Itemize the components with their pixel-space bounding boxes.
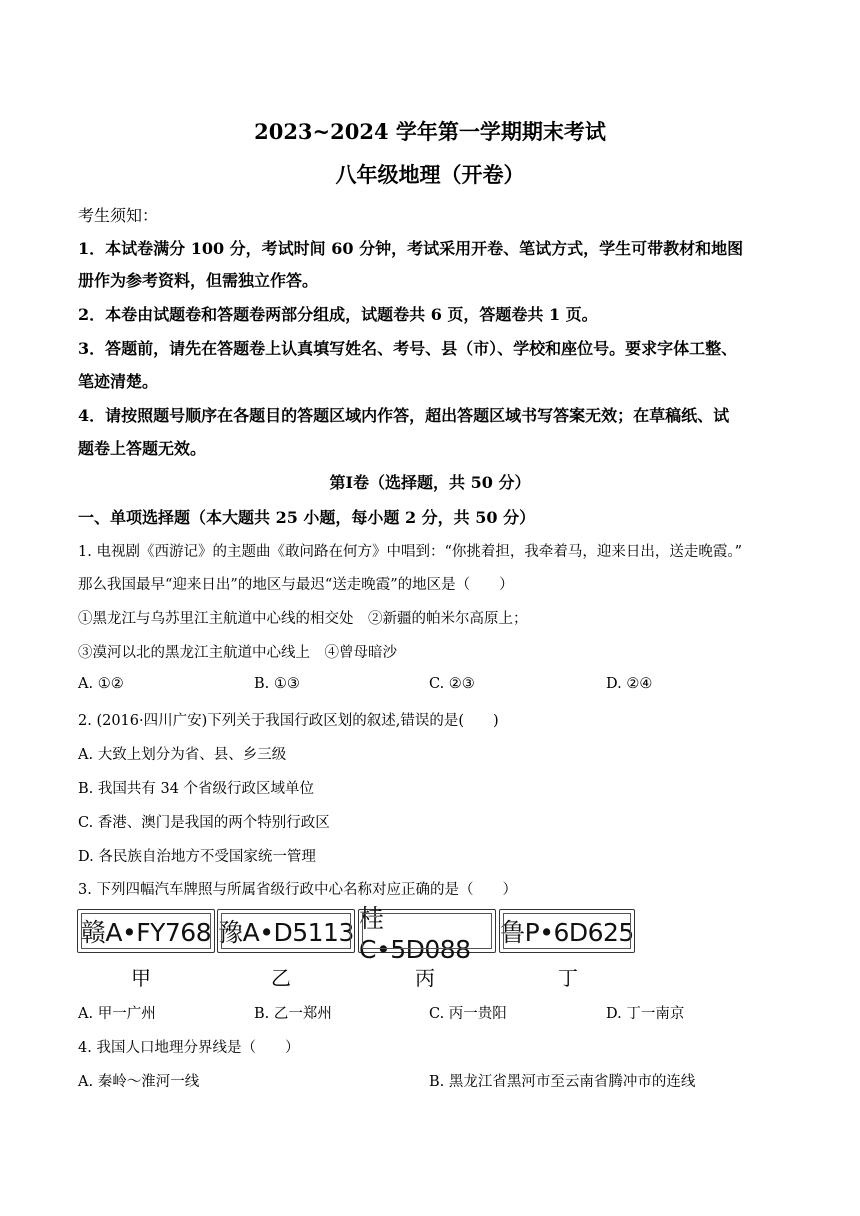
q1-option-b: B. ①③ xyxy=(254,676,300,692)
part-one-title: 第Ⅰ卷（选择题，共 50 分） xyxy=(329,473,531,492)
license-plate-ding xyxy=(499,909,635,953)
q4-option-a: A. 秦岭～淮河一线 xyxy=(78,1074,200,1090)
plate-label-yi: 乙 xyxy=(271,966,291,990)
q1-stem-line-2: 那么我国最早“迎来日出”的地区与最迟“送走晚霞”的地区是（ ） xyxy=(78,577,514,593)
notice-item-4-line-1: 4．请按照题号顺序在各题目的答题区域内作答，超出答题区域书写答案无效；在草稿纸、试 xyxy=(78,406,730,425)
notice-item-4-line-2: 题卷上答题无效。 xyxy=(78,439,207,458)
q2-option-b: B. 我国共有 34 个省级行政区域单位 xyxy=(78,781,315,797)
plate-label-jia: 甲 xyxy=(131,966,151,990)
q2-stem: 2. (2016·四川广安)下列关于我国行政区划的叙述,错误的是( ) xyxy=(78,713,499,729)
q3-option-d: D. 丁一南京 xyxy=(606,1006,685,1022)
q1-option-d: D. ②④ xyxy=(606,676,653,692)
exam-subtitle: 八年级地理（开卷） xyxy=(335,162,525,187)
section-heading: 一、单项选择题（本大题共 25 小题，每小题 2 分，共 50 分） xyxy=(78,508,536,527)
q4-stem: 4. 我国人口地理分界线是（ ） xyxy=(78,1040,300,1056)
notice-item-2: 2．本卷由试题卷和答题卷两部分组成，试题卷共 6 页，答题卷共 1 页。 xyxy=(78,305,598,324)
license-plate-jia xyxy=(77,909,215,953)
q1-stem-line-1: 1. 电视剧《西游记》的主题曲《敢问路在何方》中唱到：“你挑着担，我牵着马，迎来日出，送走晚霞。” xyxy=(78,544,743,560)
q3-stem: 3. 下列四幅汽车牌照与所属省级行政中心名称对应正确的是（ ） xyxy=(78,882,517,898)
notice-item-1-line-2: 册作为参考资料，但需独立作答。 xyxy=(78,271,319,290)
q2-option-c: C. 香港、澳门是我国的两个特别行政区 xyxy=(78,815,330,831)
q1-option-a: A. ①② xyxy=(78,676,124,692)
plate-label-ding: 丁 xyxy=(558,966,578,990)
license-plate-yi xyxy=(217,909,355,953)
q2-option-a: A. 大致上划分为省、县、乡三级 xyxy=(78,747,287,763)
notice-heading: 考生须知： xyxy=(78,206,159,225)
plate-text: 豫A•D5113 xyxy=(218,918,354,947)
q2-option-d: D. 各民族自治地方不受国家统一管理 xyxy=(78,849,316,865)
license-plate-bing xyxy=(358,903,496,964)
q3-option-a: A. 甲一广州 xyxy=(78,1006,156,1022)
plate-text: 赣A•FY768 xyxy=(80,918,212,947)
plate-label-bing: 丙 xyxy=(415,966,435,990)
exam-title: 2023~2024 学年第一学期期末考试 xyxy=(254,119,606,144)
q1-option-c: C. ②③ xyxy=(429,676,475,692)
notice-item-3-line-1: 3．答题前，请先在答题卷上认真填写姓名、考号、县（市）、学校和座位号。要求字体工整、 xyxy=(78,339,738,358)
q1-choice-line-2: ③漠河以北的黑龙江主航道中心线上 ④曾母暗沙 xyxy=(78,645,397,661)
q3-option-c: C. 丙一贵阳 xyxy=(429,1006,507,1022)
plate-text: 桂C•5D088 xyxy=(359,903,471,964)
notice-item-3-line-2: 笔迹清楚。 xyxy=(78,372,159,391)
plate-text: 鲁P•6D625 xyxy=(500,918,634,947)
q3-option-b: B. 乙一郑州 xyxy=(254,1006,332,1022)
notice-item-1-line-1: 1．本试卷满分 100 分，考试时间 60 分钟，考试采用开卷、笔试方式，学生可带教材和地图 xyxy=(78,239,744,258)
q4-option-b: B. 黑龙江省黑河市至云南省腾冲市的连线 xyxy=(429,1074,696,1090)
q1-choice-line-1: ①黑龙江与乌苏里江主航道中心线的相交处 ②新疆的帕米尔高原上； xyxy=(78,611,528,627)
